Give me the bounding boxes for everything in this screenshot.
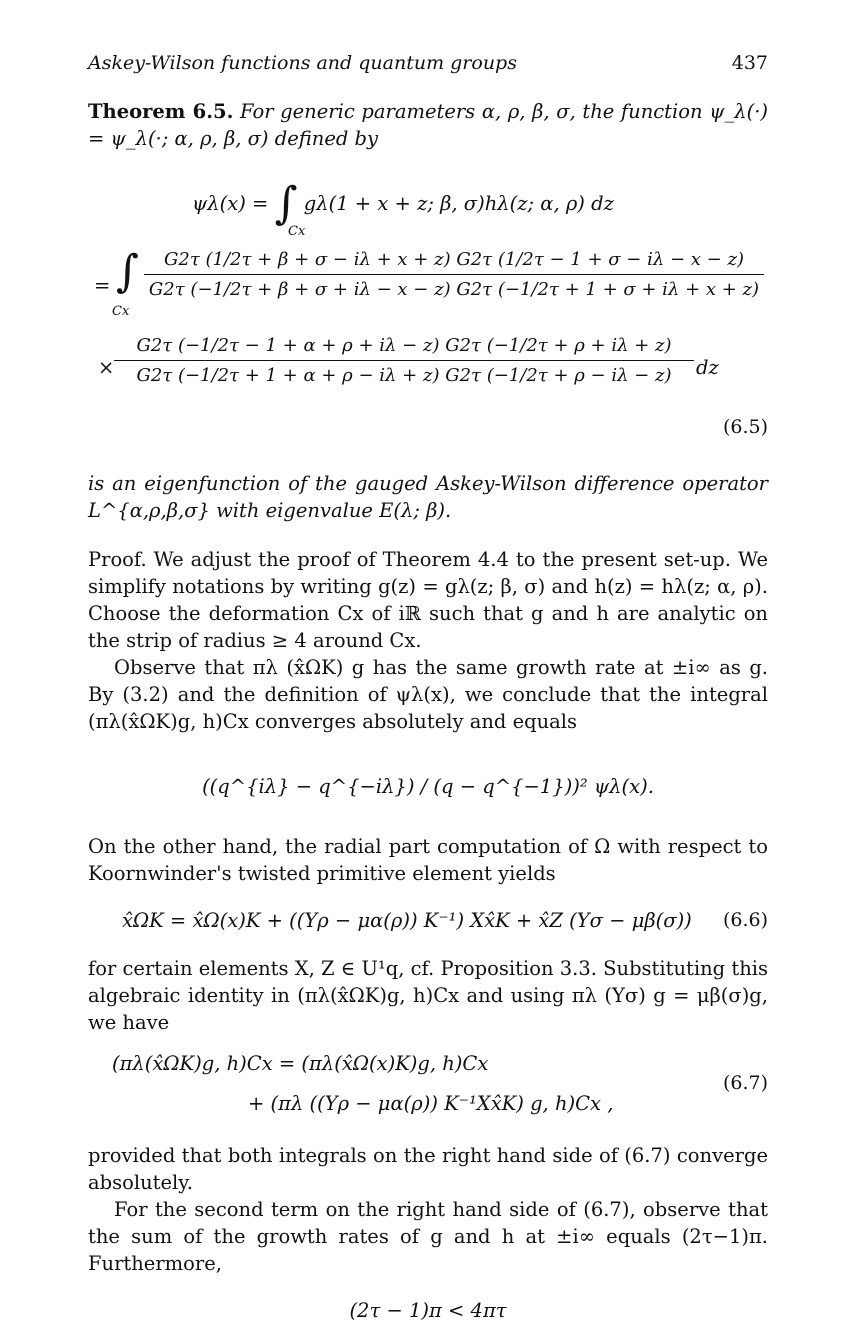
equation-6-6 (88, 903, 768, 943)
theorem-label: Theorem 6.5. (88, 100, 234, 123)
eq2-numerator: G2τ (1/2τ + β + σ − iλ + x + z) G2τ (1/2τ − 1 + σ − iλ − x − z) (144, 246, 764, 275)
contour-label-1: Cx (288, 224, 306, 239)
proof-paragraph-2: Observe that πλ (x̂ΩK) g has the same growth rate at ±i∞ as g. By (3.2) and the definition of ψλ(x), we conclude that the integral (πλ(x̂ΩK)g, h)Cx converges absolutely and equals (88, 656, 768, 733)
eq3-numerator: G2τ (−1/2τ − 1 + α + ρ + iλ − z) G2τ (−1/2τ + ρ + iλ + z) (114, 332, 694, 361)
theorem-tail: is an eigenfunction of the gauged Askey-Wilson difference operator L^{α,ρ,β,σ} with eigenvalue E(λ; β). (88, 472, 768, 522)
eq-number-6-6: (6.6) (722, 909, 768, 931)
eq67-line-1: (πλ(x̂ΩK)g, h)Cx = (πλ(x̂Ω(x)K)g, h)Cx (112, 1052, 489, 1075)
equation-6-5 (88, 166, 768, 466)
eq67-line-2: + (πλ ((Yρ − μα(ρ)) K⁻¹Xx̂K) g, h)Cx , (248, 1092, 614, 1115)
eq2-equals: = (94, 274, 111, 297)
eq-number-6-7: (6.7) (722, 1072, 768, 1094)
proof-paragraph-4: for certain elements X, Z ∈ U¹q, cf. Proposition 3.3. Substituting this algebraic identity in (πλ(x̂ΩK)g, h)Cx and using πλ (Yσ) g = μβ(σ)g, we have (88, 957, 768, 1034)
eq2-fraction (144, 246, 764, 305)
eq3-denominator: G2τ (−1/2τ + 1 + α + ρ − iλ + z) G2τ (−1/2τ + ρ − iλ − z) (136, 365, 672, 386)
page (88, 52, 768, 1329)
running-title: Askey-Wilson functions and quantum groups (88, 52, 517, 74)
running-header (88, 52, 768, 82)
proof-paragraph-3: On the other hand, the radial part computation of Ω with respect to Koornwinder's twisted primitive element yields (88, 835, 768, 885)
eq-line-1 (192, 174, 614, 229)
final-inequality (88, 1293, 768, 1329)
proof-paragraph-6: For the second term on the right hand side of (6.7), observe that the sum of the growth rates of g and h at ±i∞ equals (2τ−1)π. Furthermore, (88, 1198, 768, 1275)
equation-6-7 (88, 1048, 768, 1132)
eq3-fraction (114, 332, 694, 391)
eq3-dz: dz (696, 356, 719, 379)
eq2-denominator: G2τ (−1/2τ + β + σ + iλ − x − z) G2τ (−1/2τ + 1 + σ + iλ + x + z) (148, 279, 760, 300)
final-inequality-content: (2τ − 1)π < 4πτ (349, 1299, 507, 1322)
eq-number-6-5: (6.5) (722, 416, 768, 438)
contour-label-2: Cx (112, 304, 130, 319)
times-sign: × (98, 356, 115, 379)
integral-sign-2: ∫ (116, 246, 139, 297)
theorem-lead: For generic parameters α, ρ, β, σ, the function ψ_λ(·) = ψ_λ(·; α, ρ, β, σ) defined by (88, 100, 769, 150)
eq1-lhs: ψλ(x) = (192, 192, 275, 215)
display-eq-1-content: ((q^{iλ} − q^{−iλ}) / (q − q^{−1}))² ψλ(x). (202, 775, 654, 798)
proof-paragraph-1: Proof. We adjust the proof of Theorem 4.4 to the present set-up. We simplify notations by writing g(z) = gλ(z; β, σ) and h(z) = hλ(z; α, ρ). Choose the deformation Cx of iℝ such that g and h are analytic on the strip of radius ≥ 4 around Cx. (88, 548, 768, 652)
theorem-statement (88, 98, 768, 152)
page-number: 437 (731, 52, 768, 74)
display-equation-1 (88, 755, 768, 819)
proof-paragraph-5: provided that both integrals on the right hand side of (6.7) converge absolutely. (88, 1144, 768, 1194)
integral-sign: ∫ (274, 178, 298, 229)
eq66-content: x̂ΩK = x̂Ω(x)K + ((Yρ − μα(ρ)) K⁻¹) Xx̂K + x̂Z (Yσ − μβ(σ)) (122, 909, 692, 932)
eq1-rhs: gλ(1 + x + z; β, σ)hλ(z; α, ρ) dz (303, 192, 614, 215)
